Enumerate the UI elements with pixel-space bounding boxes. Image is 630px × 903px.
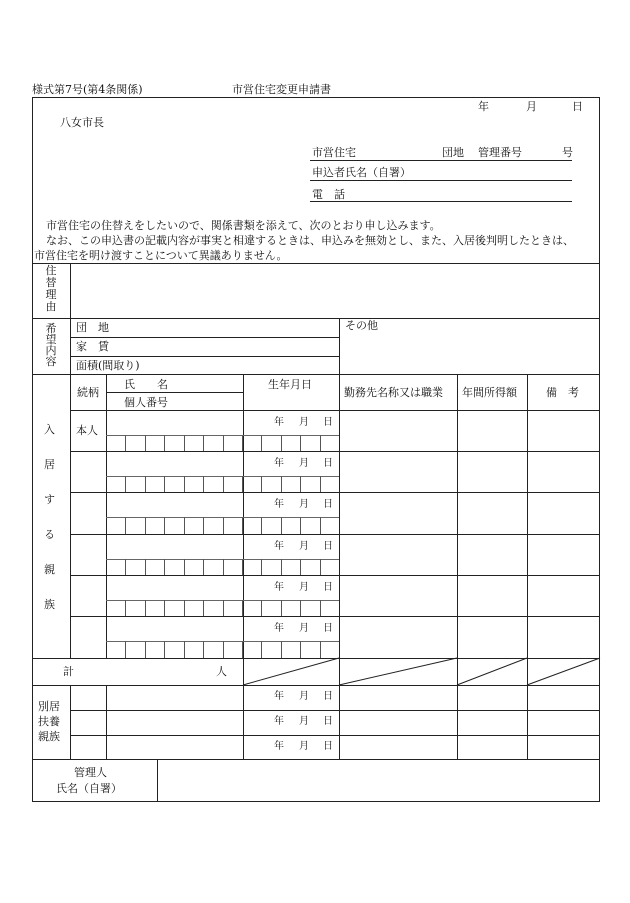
desired-rent[interactable]: 家 賃: [76, 340, 109, 353]
phone-label: 電 話: [312, 188, 345, 201]
col-name: 氏 名: [124, 378, 168, 391]
statement-line-2: なお、この申込書の記載内容が事実と相違するときは、申込みを無効とし、また、入居後判明したときは、: [46, 234, 574, 247]
admin-number-label: 管理番号: [478, 146, 522, 159]
housing-label: 市営住宅: [312, 146, 356, 159]
addressee: 八女市長: [60, 116, 104, 129]
page-title: 市営住宅変更申請書: [232, 83, 331, 96]
col-income: 年間所得額: [462, 386, 517, 399]
manager-signature-field[interactable]: [158, 760, 599, 801]
danchi-label: 団地: [442, 146, 464, 159]
total-label: 計: [63, 665, 74, 678]
manager-name-label: 氏名（自署）: [56, 782, 122, 795]
total-unit: 人: [216, 665, 227, 678]
date-year[interactable]: 年: [478, 100, 489, 113]
col-work: 勤務先名称又は職業: [344, 386, 443, 399]
applicant-name-label: 申込者氏名（自署）: [312, 166, 411, 179]
col-notes: 備 考: [546, 386, 579, 399]
form-number: 様式第7号(第4条関係): [32, 83, 143, 96]
col-mynumber: 個人番号: [124, 396, 168, 409]
date-month[interactable]: 月: [526, 100, 537, 113]
reason-label: 住 替 理 由: [45, 264, 57, 313]
statement-line-1: 市営住宅の住替えをしたいので、関係書類を添えて、次のとおり申し込みます。: [46, 219, 441, 232]
manager-label: 管理人: [74, 766, 107, 779]
desired-other[interactable]: その他: [345, 319, 378, 332]
number-suffix: 号: [562, 146, 573, 159]
desired-danchi[interactable]: 団 地: [76, 321, 109, 334]
desired-label: 希 望 内 容: [45, 322, 57, 368]
col-relation: 続柄: [77, 386, 99, 399]
date-day[interactable]: 日: [572, 100, 583, 113]
relation-self: 本人: [76, 424, 98, 437]
desired-area[interactable]: 面積(間取り): [76, 359, 140, 372]
statement-line-3: 市営住宅を明け渡すことについて異議ありません。: [34, 249, 288, 262]
col-birth: 生年月日: [268, 378, 312, 391]
